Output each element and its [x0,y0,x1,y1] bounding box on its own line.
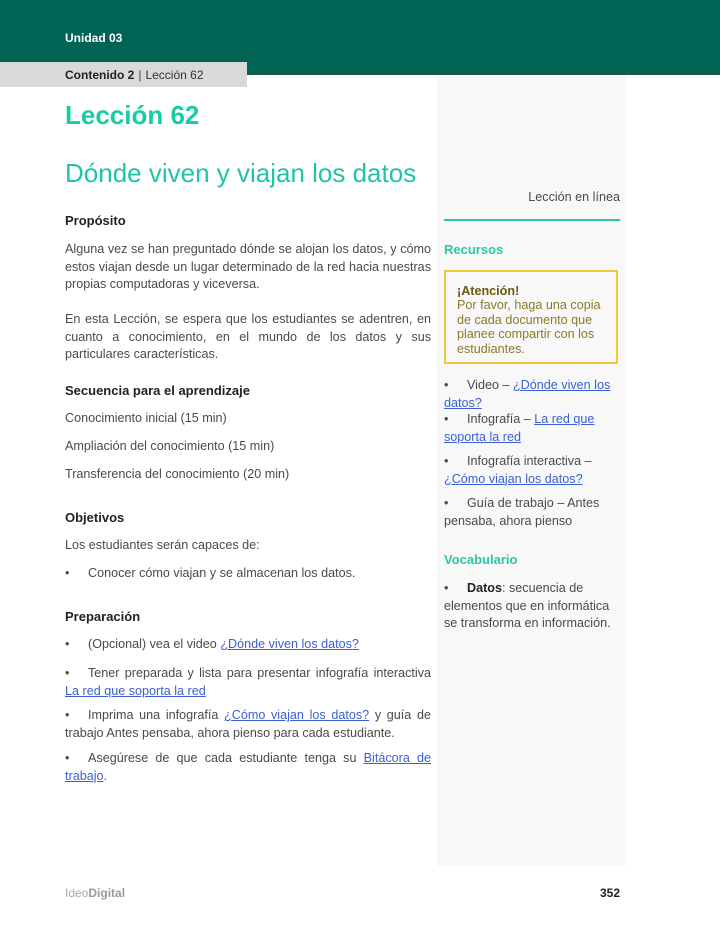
attention-title: ¡Atención! [457,284,520,298]
link-como-viajan-los-datos[interactable]: ¿Cómo viajan los datos? [224,708,370,722]
secuencia-item: Transferencia del conocimiento (20 min) [65,467,290,481]
preparacion-item: • (Opcional) vea el video ¿Dónde viven los datos? [65,636,431,654]
objetivos-item: • Conocer cómo viajan y se almacenan los datos. [65,566,356,580]
bullet-icon: • [444,412,449,426]
divider [444,219,620,221]
link-donde-viven-los-datos[interactable]: ¿Dónde viven los datos? [220,637,359,651]
bullet-icon: • [444,581,449,595]
proposito-heading: Propósito [65,213,126,228]
recurso-item: • Video – ¿Dónde viven los datos? [444,378,611,410]
breadcrumb [0,62,247,87]
unit-label: Unidad 03 [65,31,123,45]
recurso-item: • Infografía interactiva – ¿Cómo viajan los datos? [444,454,592,486]
breadcrumb-content: Contenido 2 [65,68,135,82]
link-video-donde-viven-los-datos[interactable]: ¿Dónde viven los datos? [444,378,611,410]
bullet-icon: • [65,708,70,722]
vocab-term: Datos [467,581,502,595]
breadcrumb-lesson: Lección 62 [145,68,204,82]
recurso-item: • Infografía – La red que soporta la red [444,412,595,444]
objetivos-heading: Objetivos [65,510,125,525]
recurso-item: • Guía de trabajo – Antes pensaba, ahora pienso [444,496,600,528]
bullet-icon: • [65,666,70,680]
objetivos-intro: Los estudiantes serán capaces de: [65,538,260,552]
link-la-red-que-soporta-la-red[interactable]: La red que soporta la red [65,683,206,698]
vocabulario-item: • Datos: secuencia de elementos que en informática se transforma en información. [444,581,611,630]
proposito-paragraph-1: Alguna vez se han preguntado dónde se alojan los datos, y cómo estos viajan desde un lugar determinado de la red hacia nuestras propias computadoras y viceversa. [65,242,431,291]
bullet-icon: • [444,378,449,392]
bullet-icon: • [444,496,449,510]
attention-box [444,270,618,364]
link-infografia-la-red[interactable]: La red que soporta la red [444,412,595,444]
brand-logo: IdeoDigital [65,886,126,900]
vocabulario-heading: Vocabulario [444,552,518,567]
link-infografia-interactiva[interactable]: ¿Cómo viajan los datos? [444,471,583,486]
breadcrumb-separator: | [138,68,142,82]
proposito-paragraph-2: En esta Lección, se espera que los estudiantes se adentren, en cuanto a conocimiento, en el mundo de los datos y sus particulares características. [65,312,431,361]
secuencia-item: Conocimiento inicial (15 min) [65,411,227,425]
bullet-icon: • [444,454,449,468]
preparacion-item: • Asegúrese de que cada estudiante tenga su Bitácora de trabajo. [65,751,431,783]
bullet-icon: • [65,637,70,651]
secuencia-heading: Secuencia para el aprendizaje [65,383,250,398]
lesson-mode-label: Lección en línea [528,190,620,204]
link-bitacora-de-trabajo[interactable]: Bitácora de trabajo [65,751,431,783]
recursos-heading: Recursos [444,242,504,257]
secuencia-item: Ampliación del conocimiento (15 min) [65,439,275,453]
preparacion-item: • Imprima una infografía ¿Cómo viajan los datos? y guía de trabajo Antes pensaba, ahora pienso para cada estudiante. [65,708,431,740]
bullet-icon: • [65,751,70,765]
lesson-title: Lección 62 [65,100,200,130]
attention-body: Por favor, haga una copia de cada documento que planee compartir con los estudiantes. [457,298,601,356]
preparacion-item: • Tener preparada y lista para presentar infografía interactiva La red que soporta la red [65,666,431,698]
lesson-subtitle: Dónde viven y viajan los datos [65,158,417,188]
page-number: 352 [599,886,620,900]
preparacion-heading: Preparación [65,609,141,624]
bullet-icon: • [65,566,70,580]
